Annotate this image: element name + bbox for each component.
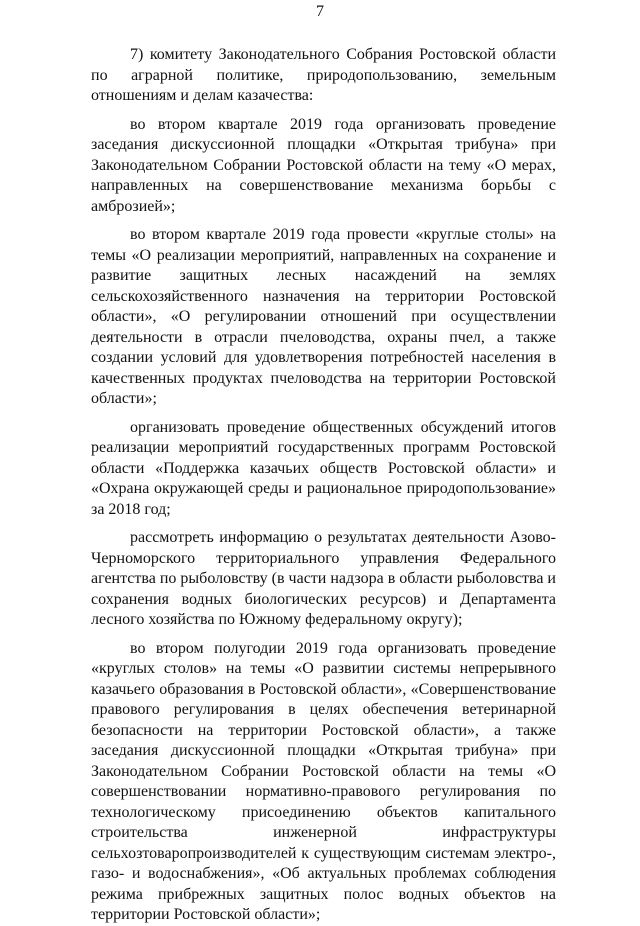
- page-number: 7: [316, 3, 324, 20]
- document-body: [91, 45, 556, 926]
- paragraph-round-tables-q2: во втором квартале 2019 года провести «круглые столы» на темы «О реализации мероприятий, направленных на сохранение и развитие защитных лесных насаждений на землях сельскохозяйственного назначения на территории Ростовской области», «О регулировании отношений при осуществлении деятельности в отрасли пчеловодства, охраны пчел, а также создании условий для удовлетворения потребностей населения в качественных продуктах пчеловодства на территории Ростовской области»;: [91, 226, 556, 407]
- paragraph-fisheries-review: рассмотреть информацию о результатах деятельности Азово-Черноморского территориального управления Федерального агентства по рыболовству (в части надзора в области рыболовства и сохранения водных биологических ресурсов) и Департамента лесного хозяйства по Южному федеральному округу);: [91, 529, 556, 628]
- paragraph-committee-heading: 7) комитету Законодательного Собрания Ростовской области по аграрной политике, природопользованию, земельным отношениям и делам казачества:: [91, 46, 556, 104]
- paragraph-ambrosia-session: во втором квартале 2019 года организовать проведение заседания дискуссионной площадки «Открытая трибуна» при Законодательном Собрании Ростовской области на тему «О мерах, направленных на совершенствование механизма борьбы с амброзией»;: [91, 115, 556, 215]
- paragraph-round-tables-h2: во втором полугодии 2019 года организовать проведение «круглых столов» на темы «О развитии системы непрерывного казачьего образования в Ростовской области», «Совершенствование правового регулирования в целях обеспечения ветеринарной безопасности на территории Ростовской области», а также заседания дискуссионной площадки «Открытая трибуна» при Законодательном Собрании Ростовской области на темы «О совершенствовании нормативно-правового регулирования по технологическому присоединению объектов капитального строительства инженерной инфраструктуры сельхозтоваропроизводителей к существующим системам электро-, газо- и водоснабжения», «Об актуальных проблемах соблюдения режима прибрежных защитных полос водных объектов на территории Ростовской области»;: [91, 639, 556, 923]
- paragraph-public-discussions: организовать проведение общественных обсуждений итогов реализации мероприятий государственных программ Ростовской области «Поддержка казачьих обществ Ростовской области» и «Охрана окружающей среды и рациональное природопользование» за 2018 год;: [91, 418, 556, 518]
